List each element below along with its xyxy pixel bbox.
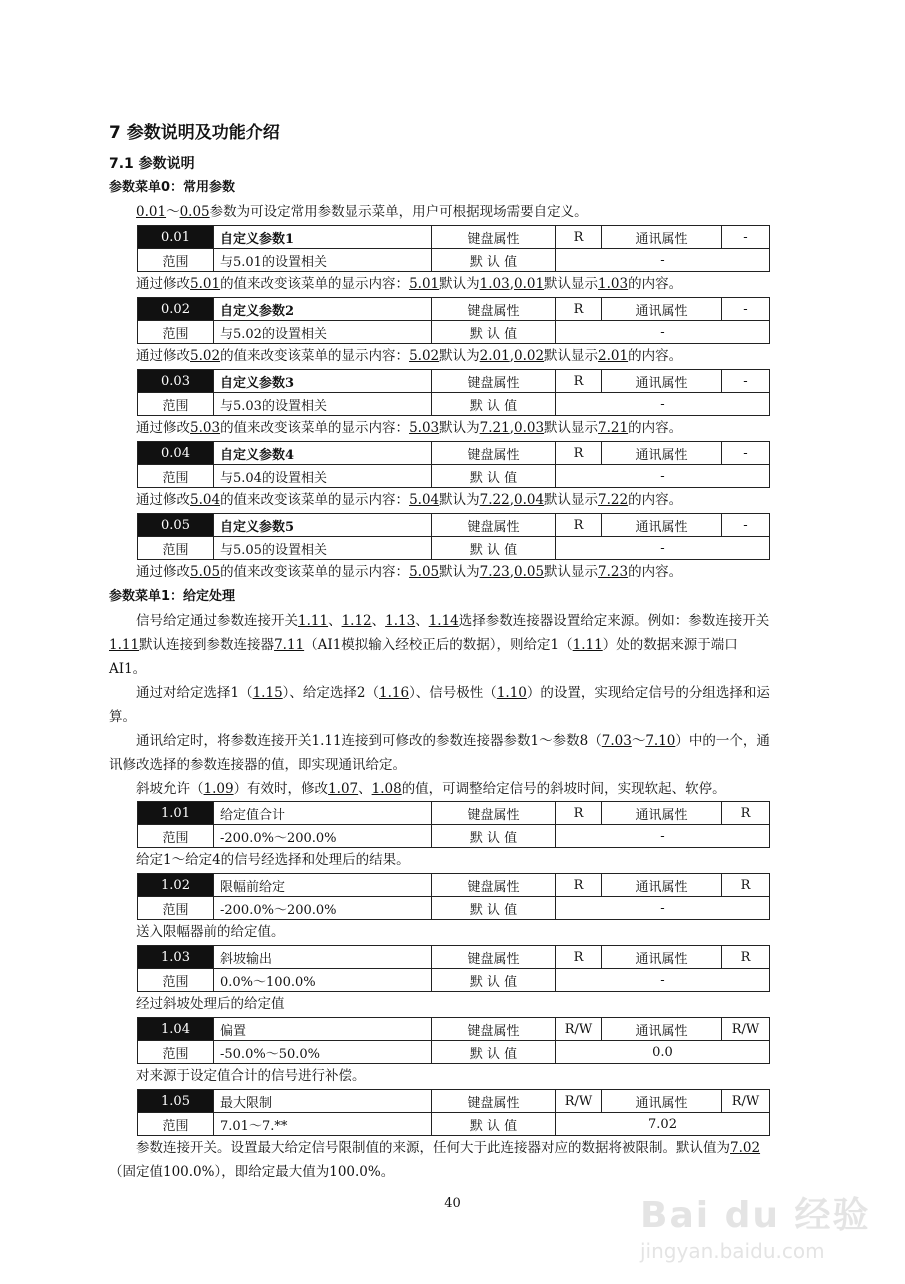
parameter-reference: 0.01 — [136, 204, 167, 220]
text-segment: 默认显示 — [544, 420, 599, 436]
parameter-reference: 5.02 — [190, 348, 221, 364]
range-label: 范围 — [138, 897, 214, 920]
keyboard-attr-value: R — [556, 442, 602, 465]
paragraph — [109, 1136, 774, 1184]
keyboard-attr-label: 键盘属性 — [432, 946, 556, 969]
range-label: 范围 — [138, 321, 214, 344]
parameter-reference: 5.04 — [409, 492, 440, 508]
range-label: 范围 — [138, 537, 214, 560]
comm-attr-value: R — [722, 802, 770, 825]
parameter-code: 0.01 — [138, 226, 214, 249]
parameter-reference: 0.02 — [513, 348, 545, 364]
default-value: - — [556, 537, 770, 560]
parameter-table — [137, 369, 770, 416]
default-value: - — [556, 393, 770, 416]
table-row — [138, 946, 770, 969]
text-segment: （固定值100.0%），即给定最大值为100.0%。 — [109, 1164, 395, 1180]
text-segment: 选择参数连接器设置给定来源。例如：参数连接开关 — [458, 613, 770, 629]
default-label: 默 认 值 — [432, 465, 556, 488]
comm-attr-value: - — [722, 298, 770, 321]
range-label: 范围 — [138, 1041, 214, 1064]
parameter-reference: 0.05 — [513, 564, 545, 580]
parameter-reference: 0.04 — [513, 492, 545, 508]
parameter-reference: 1.16 — [379, 685, 410, 701]
table-row — [138, 514, 770, 537]
default-label: 默 认 值 — [432, 969, 556, 992]
text-segment: , — [509, 492, 514, 508]
comm-attr-label: 通讯属性 — [602, 226, 722, 249]
parameter-note — [109, 272, 774, 297]
text-segment: 默认为 — [439, 348, 480, 364]
comm-attr-value: R/W — [722, 1018, 770, 1041]
table-row — [138, 825, 770, 848]
parameter-table — [137, 801, 770, 848]
range-label: 范围 — [138, 249, 214, 272]
parameter-table — [137, 513, 770, 560]
table-row — [138, 321, 770, 344]
text-segment: ）的设置，实现给定信号的分组选择和运算。 — [109, 685, 770, 725]
parameter-name: 自定义参数4 — [214, 442, 432, 465]
parameter-reference: 7.23 — [479, 564, 510, 580]
parameter-reference: 5.01 — [409, 276, 440, 292]
parameter-reference: 7.21 — [598, 420, 629, 436]
range-value: -50.0%～50.0% — [214, 1041, 432, 1064]
page-footer — [0, 1194, 905, 1284]
parameter-reference: 1.03 — [479, 276, 510, 292]
text-segment: ～ — [631, 733, 646, 749]
text-segment: 的值来改变该菜单的显示内容： — [220, 276, 410, 292]
range-value: 与5.01的设置相关 — [214, 249, 432, 272]
parameter-reference: 1.13 — [385, 613, 416, 629]
parameter-note — [109, 848, 774, 873]
keyboard-attr-label: 键盘属性 — [432, 226, 556, 249]
parameter-table — [137, 297, 770, 344]
text-segment: 的内容。 — [628, 420, 683, 436]
parameter-note — [109, 1064, 774, 1089]
text-segment: 的值来改变该菜单的显示内容： — [220, 420, 410, 436]
parameter-name: 限幅前给定 — [214, 874, 432, 897]
range-value: 与5.02的设置相关 — [214, 321, 432, 344]
menu-heading: 参数菜单0：常用参数 — [109, 180, 236, 195]
text-segment: 通过修改 — [136, 276, 190, 292]
watermark-url: jingyan.baidu.com — [640, 1239, 825, 1263]
parameter-reference: 0.05 — [179, 204, 210, 220]
table-row — [138, 370, 770, 393]
comm-attr-label: 通讯属性 — [602, 802, 722, 825]
paragraph — [109, 777, 774, 801]
text-segment: 通过修改 — [136, 420, 190, 436]
parameter-table — [137, 873, 770, 920]
default-value: - — [556, 321, 770, 344]
default-value: - — [556, 897, 770, 920]
text-segment: ）、信号极性（ — [409, 685, 497, 701]
text-segment: 默认为 — [439, 564, 480, 580]
page-number: 40 — [444, 1196, 461, 1211]
keyboard-attr-value: R — [556, 946, 602, 969]
text-segment: 默认为 — [439, 420, 480, 436]
parameter-reference: 5.04 — [190, 492, 221, 508]
parameter-code: 1.02 — [138, 874, 214, 897]
parameter-table — [137, 441, 770, 488]
comm-attr-value: - — [722, 514, 770, 537]
text-segment: 、 — [415, 613, 429, 629]
text-segment: , — [509, 564, 514, 580]
subsection-title: 7.1 参数说明 — [109, 156, 195, 172]
keyboard-attr-label: 键盘属性 — [432, 442, 556, 465]
table-row — [138, 249, 770, 272]
parameter-reference: 1.08 — [371, 781, 402, 797]
keyboard-attr-value: R/W — [556, 1018, 602, 1041]
parameter-note — [109, 200, 774, 225]
default-label: 默 认 值 — [432, 321, 556, 344]
text-segment: （AI1模拟输入经校正后的数据），则给定1（ — [304, 637, 573, 653]
default-value: - — [556, 465, 770, 488]
parameter-name: 自定义参数2 — [214, 298, 432, 321]
text-segment: 参数连接开关。设置最大给定信号限制值的来源，任何大于此连接器对应的数据将被限制。默认值为 — [136, 1140, 730, 1156]
parameter-reference: 7.02 — [730, 1140, 761, 1156]
keyboard-attr-label: 键盘属性 — [432, 802, 556, 825]
parameter-name: 斜坡输出 — [214, 946, 432, 969]
parameter-reference: 5.05 — [190, 564, 221, 580]
range-label: 范围 — [138, 969, 214, 992]
parameter-reference: 1.03 — [598, 276, 629, 292]
keyboard-attr-label: 键盘属性 — [432, 514, 556, 537]
text-segment: 的内容。 — [628, 564, 683, 580]
comm-attr-label: 通讯属性 — [602, 370, 722, 393]
keyboard-attr-value: R — [556, 298, 602, 321]
keyboard-attr-value: R/W — [556, 1090, 602, 1113]
table-row — [138, 226, 770, 249]
text-segment: 默认显示 — [544, 348, 599, 364]
paragraph — [109, 681, 774, 729]
range-label: 范围 — [138, 825, 214, 848]
table-row — [138, 1090, 770, 1113]
parameter-name: 自定义参数5 — [214, 514, 432, 537]
text-segment: 默认显示 — [544, 492, 599, 508]
parameter-note — [109, 344, 774, 369]
comm-attr-label: 通讯属性 — [602, 298, 722, 321]
text-segment: 默认为 — [439, 276, 480, 292]
keyboard-attr-value: R — [556, 874, 602, 897]
text-segment: 默认显示 — [544, 276, 599, 292]
text-segment: 的内容。 — [628, 492, 683, 508]
default-label: 默 认 值 — [432, 249, 556, 272]
text-segment: 、 — [328, 613, 342, 629]
text-segment: 通过修改 — [136, 348, 190, 364]
default-label: 默 认 值 — [432, 537, 556, 560]
text-segment: 默认为 — [439, 492, 480, 508]
parameter-reference: 7.21 — [479, 420, 510, 436]
text-segment: 对来源于设定值合计的信号进行补偿。 — [136, 1068, 366, 1084]
keyboard-attr-label: 键盘属性 — [432, 1090, 556, 1113]
range-value: -200.0%～200.0% — [214, 897, 432, 920]
text-segment: 斜坡允许（ — [136, 781, 204, 797]
text-segment: ～ — [166, 204, 180, 220]
parameter-reference: 0.03 — [513, 420, 545, 436]
parameter-reference: 1.11 — [572, 637, 603, 653]
table-row — [138, 802, 770, 825]
comm-attr-label: 通讯属性 — [602, 1018, 722, 1041]
range-value: 与5.05的设置相关 — [214, 537, 432, 560]
parameter-reference: 1.09 — [203, 781, 234, 797]
default-label: 默 认 值 — [432, 897, 556, 920]
table-row — [138, 1113, 770, 1136]
table-row — [138, 393, 770, 416]
comm-attr-value: R/W — [722, 1090, 770, 1113]
parameter-code: 1.03 — [138, 946, 214, 969]
default-value: - — [556, 249, 770, 272]
parameter-note — [109, 560, 774, 585]
default-label: 默 认 值 — [432, 825, 556, 848]
parameter-code: 0.02 — [138, 298, 214, 321]
comm-attr-value: R — [722, 874, 770, 897]
parameter-reference: 7.22 — [479, 492, 510, 508]
table-row — [138, 969, 770, 992]
range-value: 与5.04的设置相关 — [214, 465, 432, 488]
text-segment: 通过对给定选择1（ — [136, 685, 253, 701]
parameter-name: 自定义参数3 — [214, 370, 432, 393]
range-label: 范围 — [138, 1113, 214, 1136]
comm-attr-label: 通讯属性 — [602, 442, 722, 465]
parameter-reference: 0.01 — [513, 276, 545, 292]
parameter-name: 最大限制 — [214, 1090, 432, 1113]
parameter-table — [137, 1089, 770, 1136]
parameter-table — [137, 945, 770, 992]
text-segment: , — [509, 276, 514, 292]
parameter-reference: 7.03 — [601, 733, 632, 749]
range-label: 范围 — [138, 393, 214, 416]
parameter-table — [137, 1017, 770, 1064]
text-segment: 、 — [358, 781, 372, 797]
keyboard-attr-label: 键盘属性 — [432, 298, 556, 321]
text-segment: , — [509, 348, 514, 364]
text-segment: 、 — [371, 613, 386, 629]
keyboard-attr-value: R — [556, 514, 602, 537]
table-row — [138, 442, 770, 465]
parameter-note — [109, 992, 774, 1017]
text-segment: 信号给定通过参数连接开关 — [136, 613, 298, 629]
parameter-reference: 7.10 — [645, 733, 676, 749]
watermark-brand: Bai du 经验 — [640, 1195, 871, 1236]
text-segment: ）处的数据来源于端口AI1。 — [109, 637, 738, 677]
parameter-reference: 2.01 — [598, 348, 629, 364]
table-row — [138, 537, 770, 560]
comm-attr-value: - — [722, 226, 770, 249]
parameter-reference: 2.01 — [479, 348, 510, 364]
parameter-reference: 1.11 — [109, 637, 140, 653]
baidu-watermark — [640, 1194, 871, 1264]
parameter-reference: 5.01 — [190, 276, 221, 292]
parameter-note — [109, 416, 774, 441]
text-segment: 参数为可设定常用参数显示菜单，用户可根据现场需要自定义。 — [209, 204, 588, 220]
parameter-name: 给定值合计 — [214, 802, 432, 825]
text-segment: 的值来改变该菜单的显示内容： — [220, 348, 410, 364]
parameter-reference: 5.02 — [409, 348, 440, 364]
parameter-code: 0.04 — [138, 442, 214, 465]
parameter-code: 1.01 — [138, 802, 214, 825]
text-segment: 的内容。 — [628, 348, 683, 364]
default-label: 默 认 值 — [432, 393, 556, 416]
parameter-code: 0.05 — [138, 514, 214, 537]
parameter-note — [109, 488, 774, 513]
table-row — [138, 897, 770, 920]
default-value: 0.0 — [556, 1041, 770, 1064]
text-segment: 的值，可调整给定信号的斜坡时间，实现软起、软停。 — [401, 781, 726, 797]
parameter-table — [137, 225, 770, 272]
parameter-reference: 5.03 — [409, 420, 440, 436]
range-label: 范围 — [138, 465, 214, 488]
text-segment: 通讯给定时，将参数连接开关1.11连接到可修改的参数连接器参数1～参数8（ — [136, 733, 602, 749]
text-segment: 通过修改 — [136, 492, 190, 508]
range-value: 与5.03的设置相关 — [214, 393, 432, 416]
comm-attr-label: 通讯属性 — [602, 514, 722, 537]
text-segment: 给定1～给定4的信号经选择和处理后的结果。 — [136, 852, 410, 868]
keyboard-attr-value: R — [556, 226, 602, 249]
text-segment: , — [509, 420, 514, 436]
parameter-reference: 1.07 — [328, 781, 359, 797]
keyboard-attr-label: 键盘属性 — [432, 874, 556, 897]
parameter-code: 1.04 — [138, 1018, 214, 1041]
keyboard-attr-value: R — [556, 370, 602, 393]
section-title: 7 参数说明及功能介绍 — [109, 123, 280, 143]
parameter-reference: 1.15 — [252, 685, 283, 701]
page-content — [109, 0, 774, 1184]
parameter-note — [109, 920, 774, 945]
parameter-reference: 1.12 — [341, 613, 372, 629]
parameter-reference: 1.11 — [298, 613, 329, 629]
table-row — [138, 298, 770, 321]
range-value: -200.0%～200.0% — [214, 825, 432, 848]
text-segment: ）、给定选择2（ — [282, 685, 379, 701]
parameter-reference: 1.14 — [428, 613, 459, 629]
parameter-reference: 7.22 — [598, 492, 629, 508]
text-segment: ）有效时，修改 — [233, 781, 329, 797]
comm-attr-value: - — [722, 370, 770, 393]
text-segment: 通过修改 — [136, 564, 190, 580]
default-value: - — [556, 969, 770, 992]
menu-heading: 参数菜单1：给定处理 — [109, 589, 236, 604]
parameter-reference: 7.23 — [598, 564, 629, 580]
parameter-reference: 7.11 — [274, 637, 305, 653]
comm-attr-value: - — [722, 442, 770, 465]
table-row — [138, 874, 770, 897]
keyboard-attr-value: R — [556, 802, 602, 825]
comm-attr-label: 通讯属性 — [602, 946, 722, 969]
default-value: 7.02 — [556, 1113, 770, 1136]
comm-attr-label: 通讯属性 — [602, 874, 722, 897]
comm-attr-label: 通讯属性 — [602, 1090, 722, 1113]
range-value: 7.01～7.** — [214, 1113, 432, 1136]
table-row — [138, 1018, 770, 1041]
text-segment: ）中的一个，通讯修改选择的参数连接器的值，即实现通讯给定。 — [109, 733, 770, 773]
text-segment: 经过斜坡处理后的给定值 — [136, 996, 285, 1012]
parameter-reference: 5.03 — [190, 420, 221, 436]
parameter-name: 偏置 — [214, 1018, 432, 1041]
parameter-reference: 1.10 — [496, 685, 527, 701]
parameter-code: 1.05 — [138, 1090, 214, 1113]
table-row — [138, 465, 770, 488]
text-segment: 送入限幅器前的给定值。 — [136, 924, 285, 940]
table-row — [138, 1041, 770, 1064]
text-segment: 的值来改变该菜单的显示内容： — [220, 492, 410, 508]
text-segment: 默认连接到参数连接器 — [139, 637, 275, 653]
default-label: 默 认 值 — [432, 1113, 556, 1136]
text-segment: 的内容。 — [628, 276, 683, 292]
text-segment: 的值来改变该菜单的显示内容： — [220, 564, 410, 580]
comm-attr-value: R — [722, 946, 770, 969]
paragraph — [109, 609, 774, 681]
keyboard-attr-label: 键盘属性 — [432, 1018, 556, 1041]
default-label: 默 认 值 — [432, 1041, 556, 1064]
parameter-name: 自定义参数1 — [214, 226, 432, 249]
default-value: - — [556, 825, 770, 848]
keyboard-attr-label: 键盘属性 — [432, 370, 556, 393]
range-value: 0.0%～100.0% — [214, 969, 432, 992]
text-segment: 默认显示 — [544, 564, 599, 580]
parameter-reference: 5.05 — [409, 564, 440, 580]
paragraph — [109, 729, 774, 777]
parameter-code: 0.03 — [138, 370, 214, 393]
